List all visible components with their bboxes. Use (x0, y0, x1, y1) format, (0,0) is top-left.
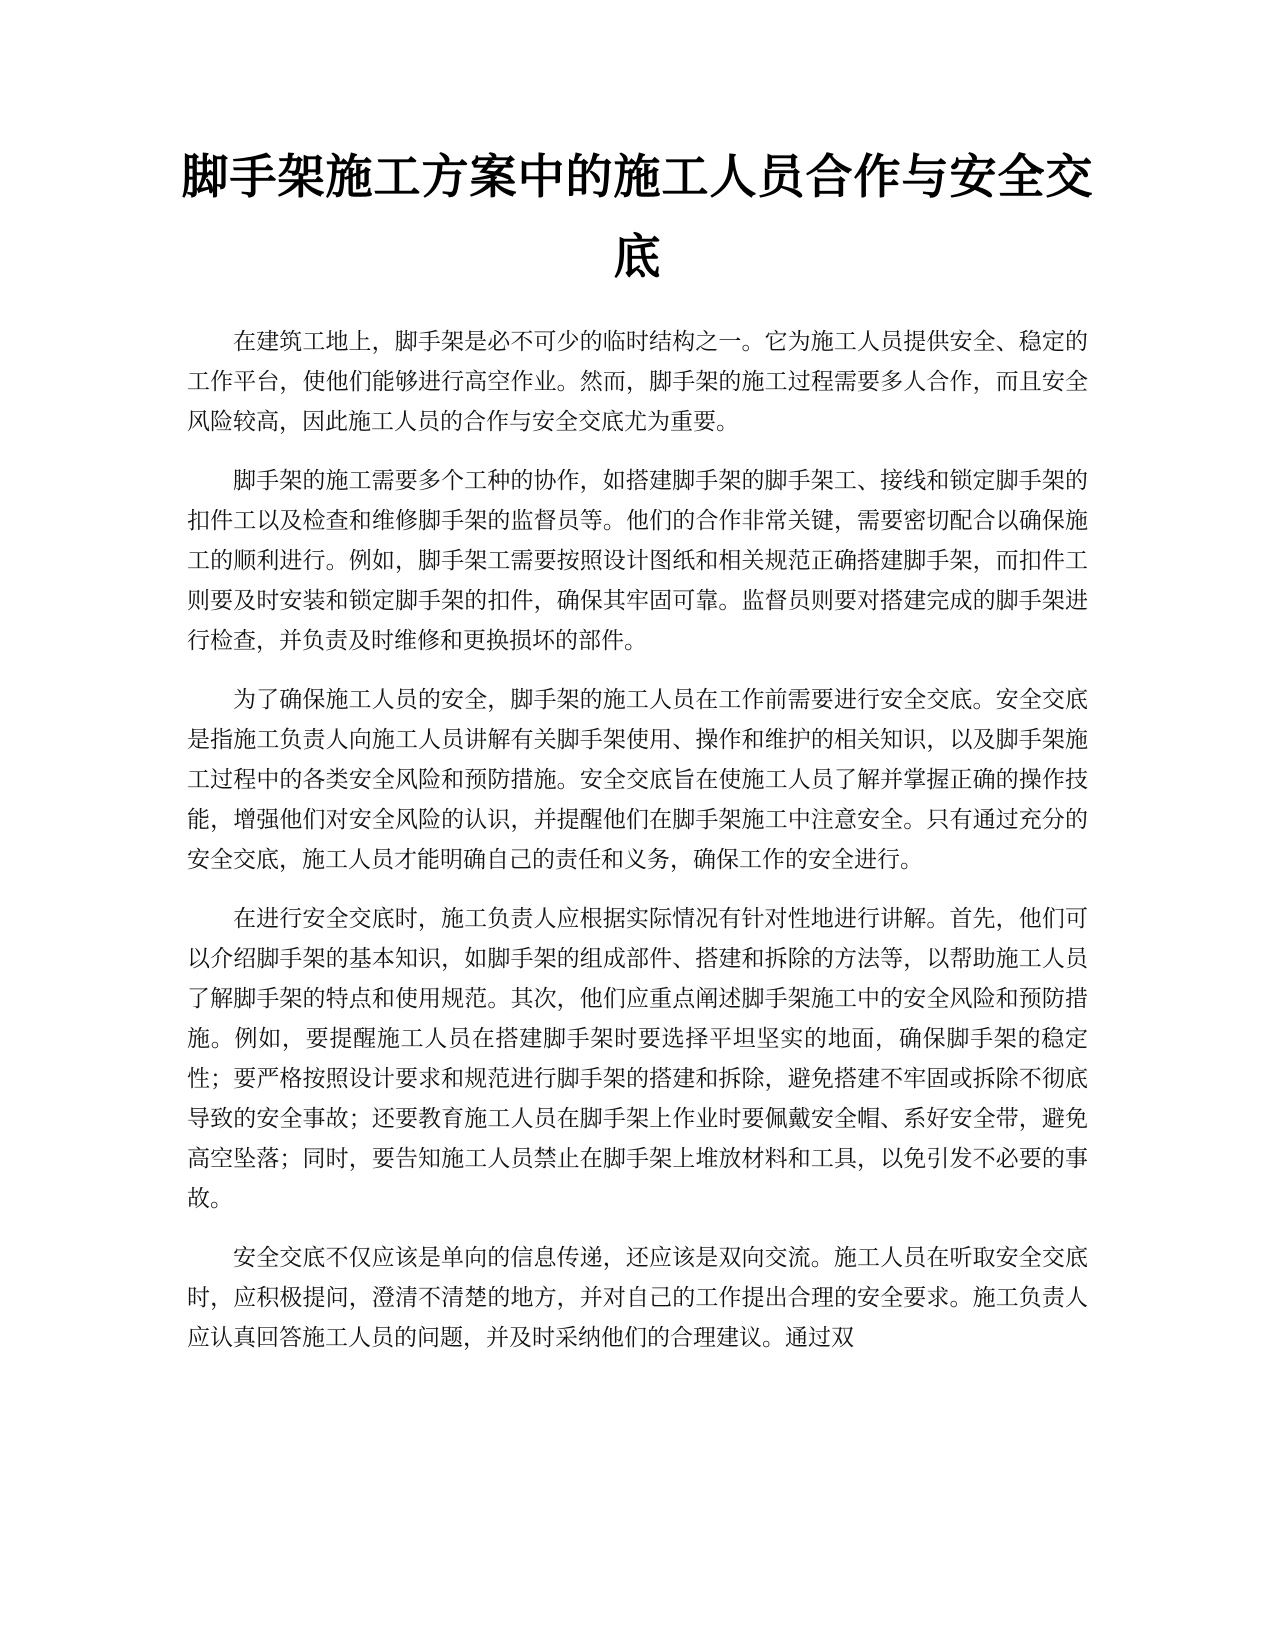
document-title: 脚手架施工方案中的施工人员合作与安全交底 (181, 150, 1094, 285)
paragraph-4: 在进行安全交底时，施工负责人应根据实际情况有针对性地进行讲解。首先，他们可以介绍脚手架的基本知识，如脚手架的组成部件、搭建和拆除的方法等，以帮助施工人员了解脚手架的特点和使用规范。其次，他们应重点阐述脚手架施工中的安全风险和预防措施。例如，要提醒施工人员在搭建脚手架时要选择平坦坚实的地面，确保脚手架的稳定性；要严格按照设计要求和规范进行脚手架的搭建和拆除，避免搭建不牢固或拆除不彻底导致的安全事故；还要教育施工人员在脚手架上作业时要佩戴安全帽、系好安全带，避免高空坠落；同时，要告知施工人员禁止在脚手架上堆放材料和工具，以免引发不必要的事故。 (187, 906, 1088, 1212)
paragraph-3: 为了确保施工人员的安全，脚手架的施工人员在工作前需要进行安全交底。安全交底是指施工负责人向施工人员讲解有关脚手架使用、操作和维护的相关知识，以及脚手架施工过程中的各类安全风险和预防措施。安全交底旨在使施工人员了解并掌握正确的操作技能，增强他们对安全风险的认识，并提醒他们在脚手架施工中注意安全。只有通过充分的安全交底，施工人员才能明确自己的责任和义务，确保工作的安全进行。 (187, 687, 1088, 873)
paragraph-1: 在建筑工地上，脚手架是必不可少的临时结构之一。它为施工人员提供安全、稳定的工作平台，使他们能够进行高空作业。然而，脚手架的施工过程需要多人合作，而且安全风险较高，因此施工人员的合作与安全交底尤为重要。 (187, 329, 1088, 435)
paragraph-5: 安全交底不仅应该是单向的信息传递，还应该是双向交流。施工人员在听取安全交底时，应积极提问，澄清不清楚的地方，并对自己的工作提出合理的安全要求。施工负责人应认真回答施工人员的问题，并及时采纳他们的合理建议。通过双 (187, 1245, 1088, 1351)
document-body (187, 322, 1088, 1377)
paragraph-2: 脚手架的施工需要多个工种的协作，如搭建脚手架的脚手架工、接线和锁定脚手架的扣件工以及检查和维修脚手架的监督员等。他们的合作非常关键，需要密切配合以确保施工的顺利进行。例如，脚手架工需要按照设计图纸和相关规范正确搭建脚手架，而扣件工则要及时安装和锁定脚手架的扣件，确保其牢固可靠。监督员则要对搭建完成的脚手架进行检查，并负责及时维修和更换损坏的部件。 (187, 468, 1088, 654)
